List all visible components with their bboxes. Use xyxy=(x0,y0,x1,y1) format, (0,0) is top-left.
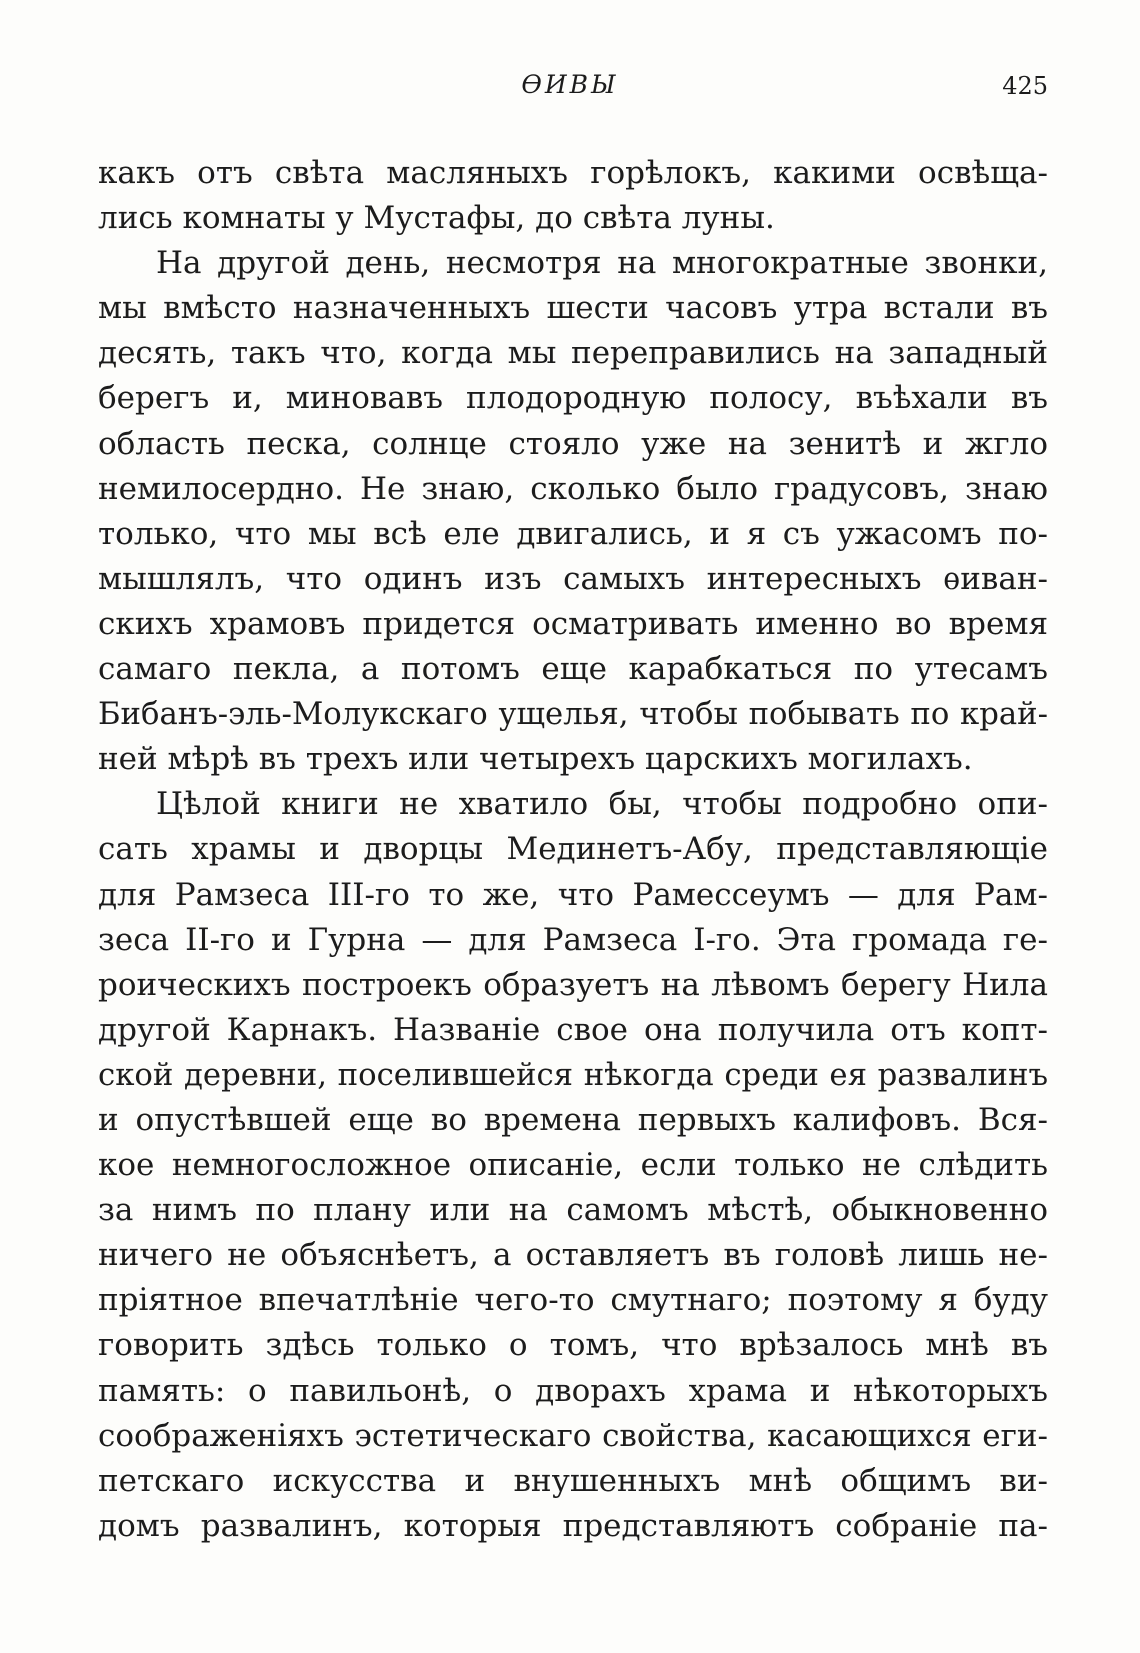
text-line: для Рамзеса III-го то же, что Рамессеумъ — для Рам- xyxy=(98,876,1048,913)
text-line: десять, такъ что, когда мы переправились на западный xyxy=(98,335,1048,372)
text-line: кое немногосложное описаніе, если только не слѣдить xyxy=(98,1147,1048,1184)
text-line: только, что мы всѣ еле двигались, и я съ ужасомъ по- xyxy=(98,515,1048,552)
chapter-title: ѲИВЫ xyxy=(521,70,619,99)
text-line: мышлялъ, что одинъ изъ самыхъ интересныхъ ѳиван- xyxy=(98,560,1048,597)
text-line: Бибанъ-эль-Молукскаго ущелья, чтобы побывать по край- xyxy=(98,697,1048,733)
text-line: пріятное впечатлѣніе чего-то смутнаго; поэтому я буду xyxy=(98,1282,1048,1319)
text-line: память: о павильонѣ, о дворахъ храма и нѣкоторыхъ xyxy=(98,1372,1048,1409)
text-line: область песка, солнце стояло уже на зенитѣ и жгло xyxy=(98,425,1048,462)
text-line: Цѣлой книги не хватило бы, чтобы подробно опи- xyxy=(156,786,1048,823)
text-line: роическихъ построекъ образуетъ на лѣвомъ берегу Нила xyxy=(98,966,1048,1003)
text-line: немилосердно. Не знаю, сколько было градусовъ, знаю xyxy=(98,470,1048,507)
text-line: берегъ и, миновавъ плодородную полосу, въѣхали въ xyxy=(98,380,1048,417)
running-head xyxy=(0,66,1140,106)
text-line: скихъ храмовъ придется осматривать именно во время xyxy=(98,605,1048,642)
text-line: зеса II-го и Гурна — для Рамзеса I-го. Эта громада ге- xyxy=(98,921,1048,958)
text-line: петскаго искусства и внушенныхъ мнѣ общимъ ви- xyxy=(98,1462,1048,1499)
text-line: лись комнаты у Мустафы, до свѣта луны. xyxy=(98,200,775,237)
text-line: На другой день, несмотря на многократные звонки, xyxy=(156,245,1048,282)
text-line: мы вмѣсто назначенныхъ шести часовъ утра встали въ xyxy=(98,290,1048,327)
text-line: за нимъ по плану или на самомъ мѣстѣ, обыкновенно xyxy=(98,1192,1048,1229)
text-line: самаго пекла, а потомъ еще карабкаться по утесамъ xyxy=(98,651,1048,688)
text-line: говорить здѣсь только о томъ, что врѣзалось мнѣ въ xyxy=(98,1327,1048,1364)
text-line: и опустѣвшей еще во времена первыхъ калифовъ. Вся- xyxy=(98,1101,1048,1138)
text-line: ской деревни, поселившейся нѣкогда среди ея развалинъ xyxy=(98,1056,1048,1093)
text-line: ней мѣрѣ въ трехъ или четырехъ царскихъ могилахъ. xyxy=(98,741,973,778)
text-line: какъ отъ свѣта масляныхъ горѣлокъ, какими освѣща- xyxy=(98,155,1048,191)
text-line: сать храмы и дворцы Мединетъ-Абу, представляющіе xyxy=(98,831,1048,868)
text-line: домъ развалинъ, которыя представляютъ собраніе па- xyxy=(98,1507,1048,1544)
page-number: 425 xyxy=(1002,72,1048,100)
text-line: соображеніяхъ эстетическаго свойства, касающихся еги- xyxy=(98,1417,1048,1454)
text-line: другой Карнакъ. Названіе свое она получила отъ копт- xyxy=(98,1011,1048,1048)
body-text xyxy=(98,151,1048,1549)
text-line: ничего не объяснѣетъ, а оставляетъ въ головѣ лишь не- xyxy=(98,1237,1048,1274)
